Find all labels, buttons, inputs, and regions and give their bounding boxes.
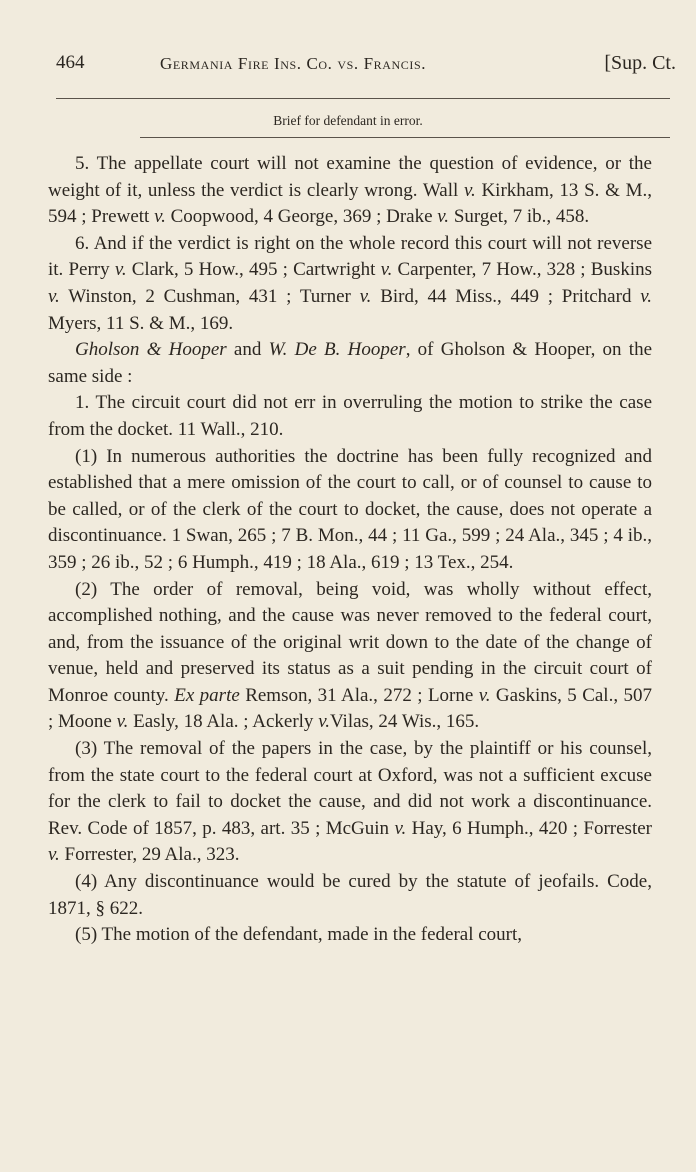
italic-text: v. — [48, 285, 60, 307]
paragraph — [48, 577, 652, 737]
paragraph — [48, 869, 652, 922]
italic-text: v. — [478, 684, 491, 706]
text-run: Bird, 44 Miss., 449 ; Pritchard — [371, 285, 641, 307]
italic-text: v. — [48, 844, 60, 866]
italic-text: W. De B. Hooper — [268, 339, 406, 361]
text-run: Easly, 18 Ala. ; Ackerly — [128, 711, 319, 733]
page-number: 464 — [56, 52, 85, 73]
page-header — [56, 52, 676, 82]
text-run: , of Gholson & Hooper, on the same side : — [48, 339, 652, 387]
text-run: Carpenter, 7 How., 328 ; Buskins — [392, 259, 652, 281]
text-run: Myers, 11 S. & M., 169. — [48, 312, 234, 334]
text-run: (2) The order of removal, being void, was wholly without effect, accomplished nothing, and the cause was never removed to the federal court, and, from the issuance of the original writ down to the date of the change of venue, held and preserved its status as a suit pending in the circuit court of Monroe county. — [48, 578, 652, 706]
court-reference: [Sup. Ct. — [604, 52, 676, 74]
text-run: Kirkham, 13 S. & M., 594 ; Prewett — [48, 179, 652, 228]
text-run: Winston, 2 Cushman, 431 ; Turner — [59, 285, 360, 307]
running-title: Germania Fire Ins. Co. vs. Francis. — [160, 54, 427, 73]
text-run: (3) The removal of the papers in the case, by the plaintiff or his counsel, from the state court to the federal court at Oxford, was not a sufficient excuse for the clerk to fail to docket the cause, and did not work a discontinuance. Rev. Code of 1857, p. 483, art. 35 ; McGuin — [48, 738, 652, 839]
italic-text: v. — [437, 206, 450, 228]
paragraph — [48, 337, 652, 390]
paragraph — [48, 390, 652, 443]
text-run: (1) In numerous authorities the doctrine has been fully recognized and established that a mere omission of the court to call, or of counsel to cause to be called, or of the clerk of the court to docket, the cause, does not operate a discontinuance. 1 Swan, 265 ; 7 B. Mon., 44 ; 11 Ga., 599 ; 24 Ala., 345 ; 4 ib., 359 ; 26 ib., 52 ; 6 Humph., 419 ; 18 Ala., 619 ; 13 Tex., 254. — [48, 445, 652, 573]
text-run: Hay, 6 Humph., 420 ; Forrester — [406, 817, 652, 839]
paragraph — [48, 922, 652, 949]
text-run: and — [226, 339, 269, 361]
italic-text: v. — [116, 711, 129, 733]
text-run: Surget, 7 ib., 458. — [449, 206, 590, 228]
text-run: 1. The circuit court did not err in overruling the motion to strike the case from the docket. 11 Wall., 210. — [48, 392, 652, 440]
text-run: Remson, 31 Ala., 272 ; Lorne — [239, 684, 479, 706]
header-rule — [56, 98, 670, 99]
text-run: (4) Any discontinuance would be cured by the statute of jeofails. Code, 1871, § 622. — [48, 871, 652, 919]
text-run: (5) The motion of the defendant, made in the federal court, — [75, 924, 523, 946]
italic-text: v. — [380, 259, 393, 281]
italic-text: v. — [463, 179, 476, 201]
text-run: Vilas, 24 Wis., 165. — [329, 711, 480, 733]
italic-text: v. — [318, 711, 330, 733]
italic-text: Gholson & Hooper — [75, 339, 227, 361]
paragraph — [48, 151, 652, 231]
subheading-rule — [140, 137, 670, 138]
text-run: Gaskins, 5 Cal., 507 ; Moone — [48, 684, 652, 733]
italic-text: v. — [394, 817, 407, 839]
body-text — [48, 151, 652, 949]
text-run: Forrester, 29 Ala., 323. — [59, 844, 240, 866]
text-run: Clark, 5 How., 495 ; Cartwright — [126, 259, 381, 281]
text-run: Coopwood, 4 George, 369 ; Drake — [165, 206, 438, 228]
italic-text: v. — [154, 206, 166, 228]
italic-text: Ex parte — [174, 684, 240, 706]
italic-text: v. — [114, 259, 127, 281]
paragraph — [48, 231, 652, 337]
brief-subheading: Brief for defendant in error. — [273, 113, 423, 128]
text-run: 6. And if the verdict is right on the whole record this court will not reverse it. Perry — [48, 232, 652, 281]
text-run: 5. The appellate court will not examine the question of evidence, or the weight of it, unless the verdict is clearly wrong. Wall — [48, 153, 652, 201]
paragraph — [48, 444, 652, 577]
italic-text: v. — [359, 285, 372, 307]
italic-text: v. — [640, 285, 652, 307]
paragraph — [48, 736, 652, 869]
